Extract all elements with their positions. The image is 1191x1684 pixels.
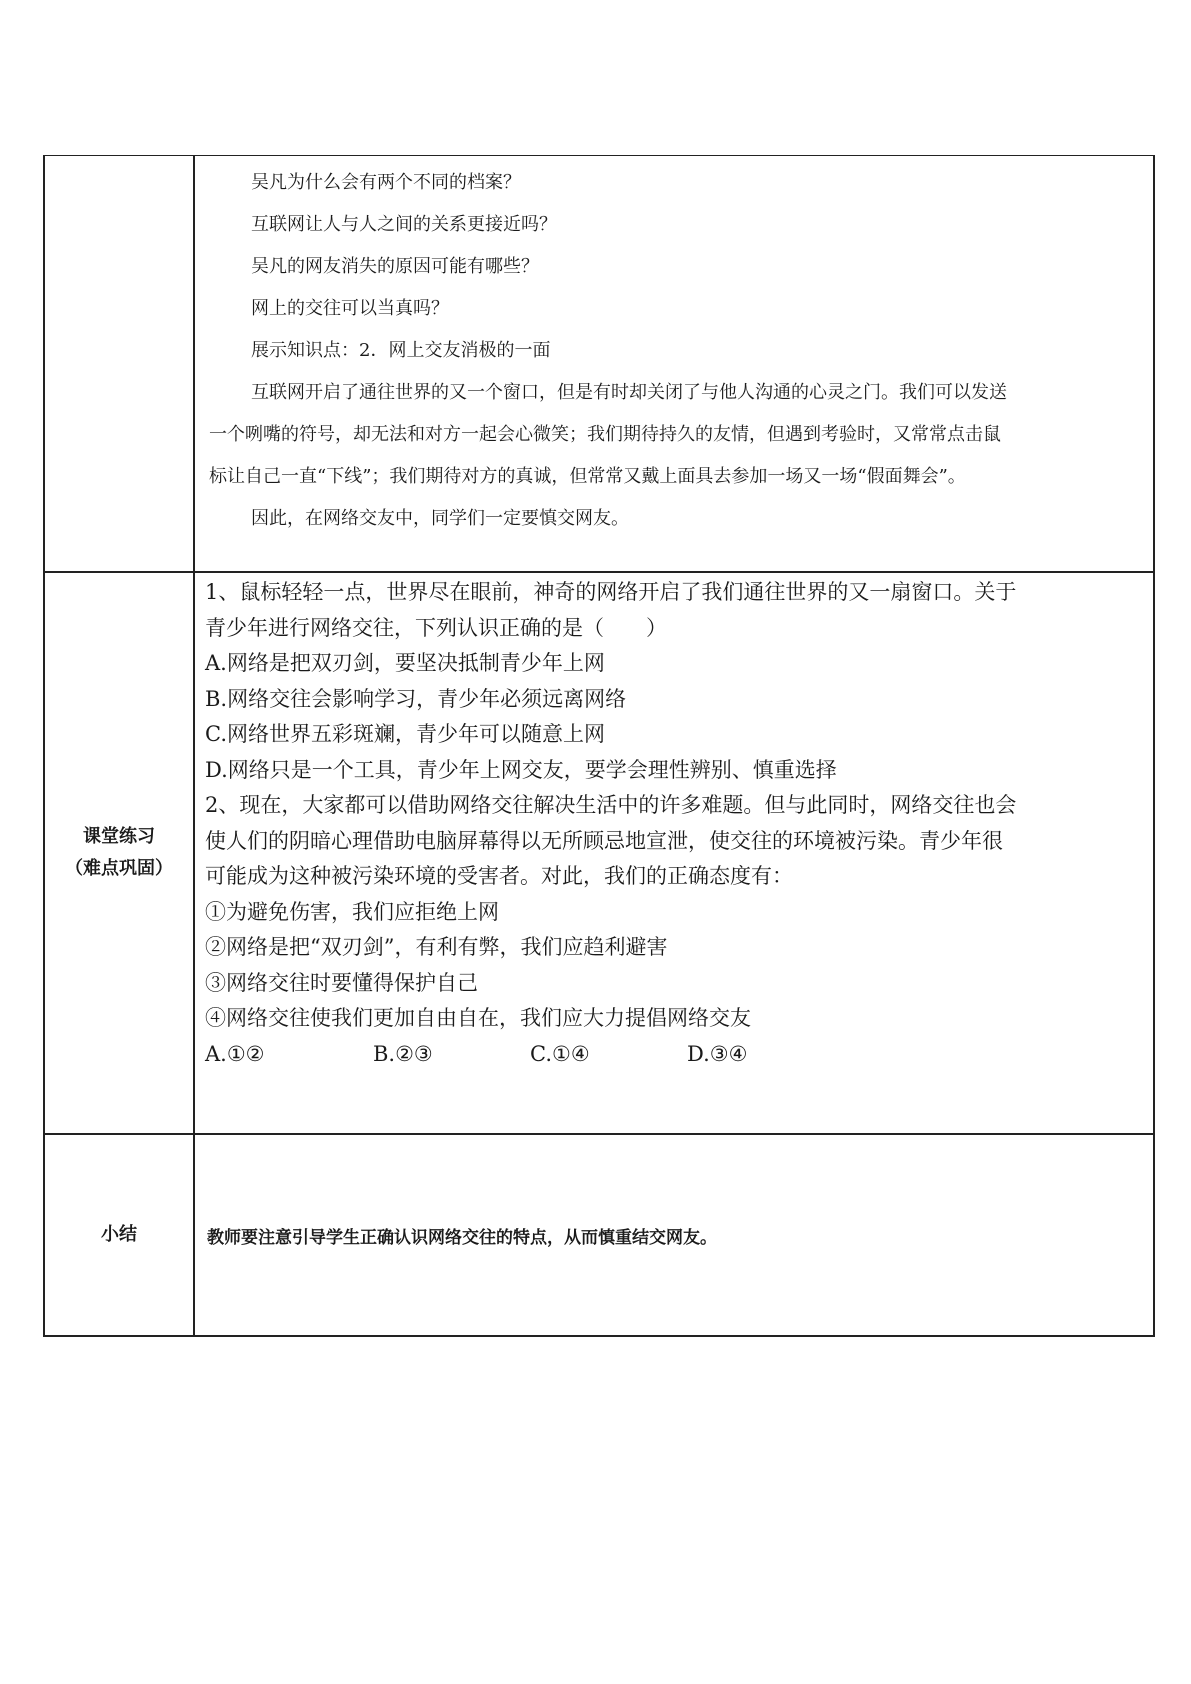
question-1-text: 青少年进行网络交往，下列认识正确的是（ ） — [205, 615, 667, 640]
table-row-discussion — [44, 156, 1154, 573]
practice-cell — [194, 572, 1154, 1134]
practice-sublabel: （难点巩固） — [65, 858, 173, 879]
paragraph-line: 互联网开启了通往世界的又一个窗口，但是有时却关闭了与他人沟通的心灵之门。我们可以发送 — [251, 382, 1007, 403]
answer-option-c: C.①④ — [530, 1041, 590, 1066]
question-2-item-4: ④网络交往使我们更加自由自在，我们应大力提倡网络交友 — [205, 1006, 751, 1030]
question-1-text: 1、鼠标轻轻一点，世界尽在眼前，神奇的网络开启了我们通往世界的又一扇窗口。关于 — [205, 580, 1017, 604]
question-2-answers — [205, 1037, 1145, 1073]
answer-option-b: B.②③ — [373, 1041, 433, 1066]
discussion-question: 互联网让人与人之间的关系更接近吗？ — [251, 214, 557, 235]
question-2-text: 可能成为这种被污染环境的受害者。对此，我们的正确态度有： — [205, 864, 793, 888]
question-2-item-3: ③网络交往时要懂得保护自己 — [205, 970, 478, 995]
question-2-text: 2、现在，大家都可以借助网络交往解决生活中的许多难题。但与此同时，网络交往也会 — [205, 793, 1017, 817]
paragraph-line: 标让自己一直“下线”；我们期待对方的真诚，但常常又戴上面具去参加一场又一场“假面舞会”。 — [209, 466, 966, 487]
answer-option-a: A.①② — [205, 1041, 265, 1066]
paragraph-line: 一个咧嘴的符号，却无法和对方一起会心微笑；我们期待持久的友情，但遇到考验时，又常常点击鼠 — [209, 424, 1001, 445]
summary-text: 教师要注意引导学生正确认识网络交往的特点，从而慎重结交网友。 — [207, 1227, 717, 1248]
question-1-option-c: C.网络世界五彩斑斓，青少年可以随意上网 — [205, 722, 605, 746]
summary-cell — [194, 1134, 1154, 1336]
empty-label-cell — [44, 156, 194, 573]
lesson-plan-table — [43, 155, 1155, 1337]
question-2-text: 使人们的阴暗心理借助电脑屏幕得以无所顾忌地宣泄，使交往的环境被污染。青少年很 — [205, 828, 1003, 853]
practice-label-cell — [44, 572, 194, 1134]
discussion-question: 吴凡为什么会有两个不同的档案？ — [251, 172, 521, 193]
discussion-cell — [194, 156, 1154, 573]
summary-label-cell — [44, 1134, 194, 1336]
table-row-summary — [44, 1134, 1154, 1336]
practice-label: 课堂练习 — [83, 826, 155, 847]
knowledge-point-heading: 展示知识点：2．网上交友消极的一面 — [251, 340, 551, 361]
question-1-option-a: A.网络是把双刃剑，要坚决抵制青少年上网 — [205, 651, 605, 675]
discussion-question: 吴凡的网友消失的原因可能有哪些？ — [251, 256, 539, 277]
conclusion-line: 因此，在网络交友中，同学们一定要慎交网友。 — [251, 508, 629, 529]
discussion-question: 网上的交往可以当真吗？ — [251, 298, 449, 319]
table-row-practice — [44, 572, 1154, 1134]
summary-label: 小结 — [101, 1224, 137, 1245]
question-2-item-2: ②网络是把“双刃剑”，有利有弊，我们应趋利避害 — [205, 935, 668, 959]
question-1-option-b: B.网络交往会影响学习，青少年必须远离网络 — [205, 686, 627, 711]
question-1-option-d: D.网络只是一个工具，青少年上网交友，要学会理性辨别、慎重选择 — [205, 757, 837, 782]
answer-option-d: D.③④ — [687, 1041, 748, 1066]
question-2-item-1: ①为避免伤害，我们应拒绝上网 — [205, 899, 499, 924]
